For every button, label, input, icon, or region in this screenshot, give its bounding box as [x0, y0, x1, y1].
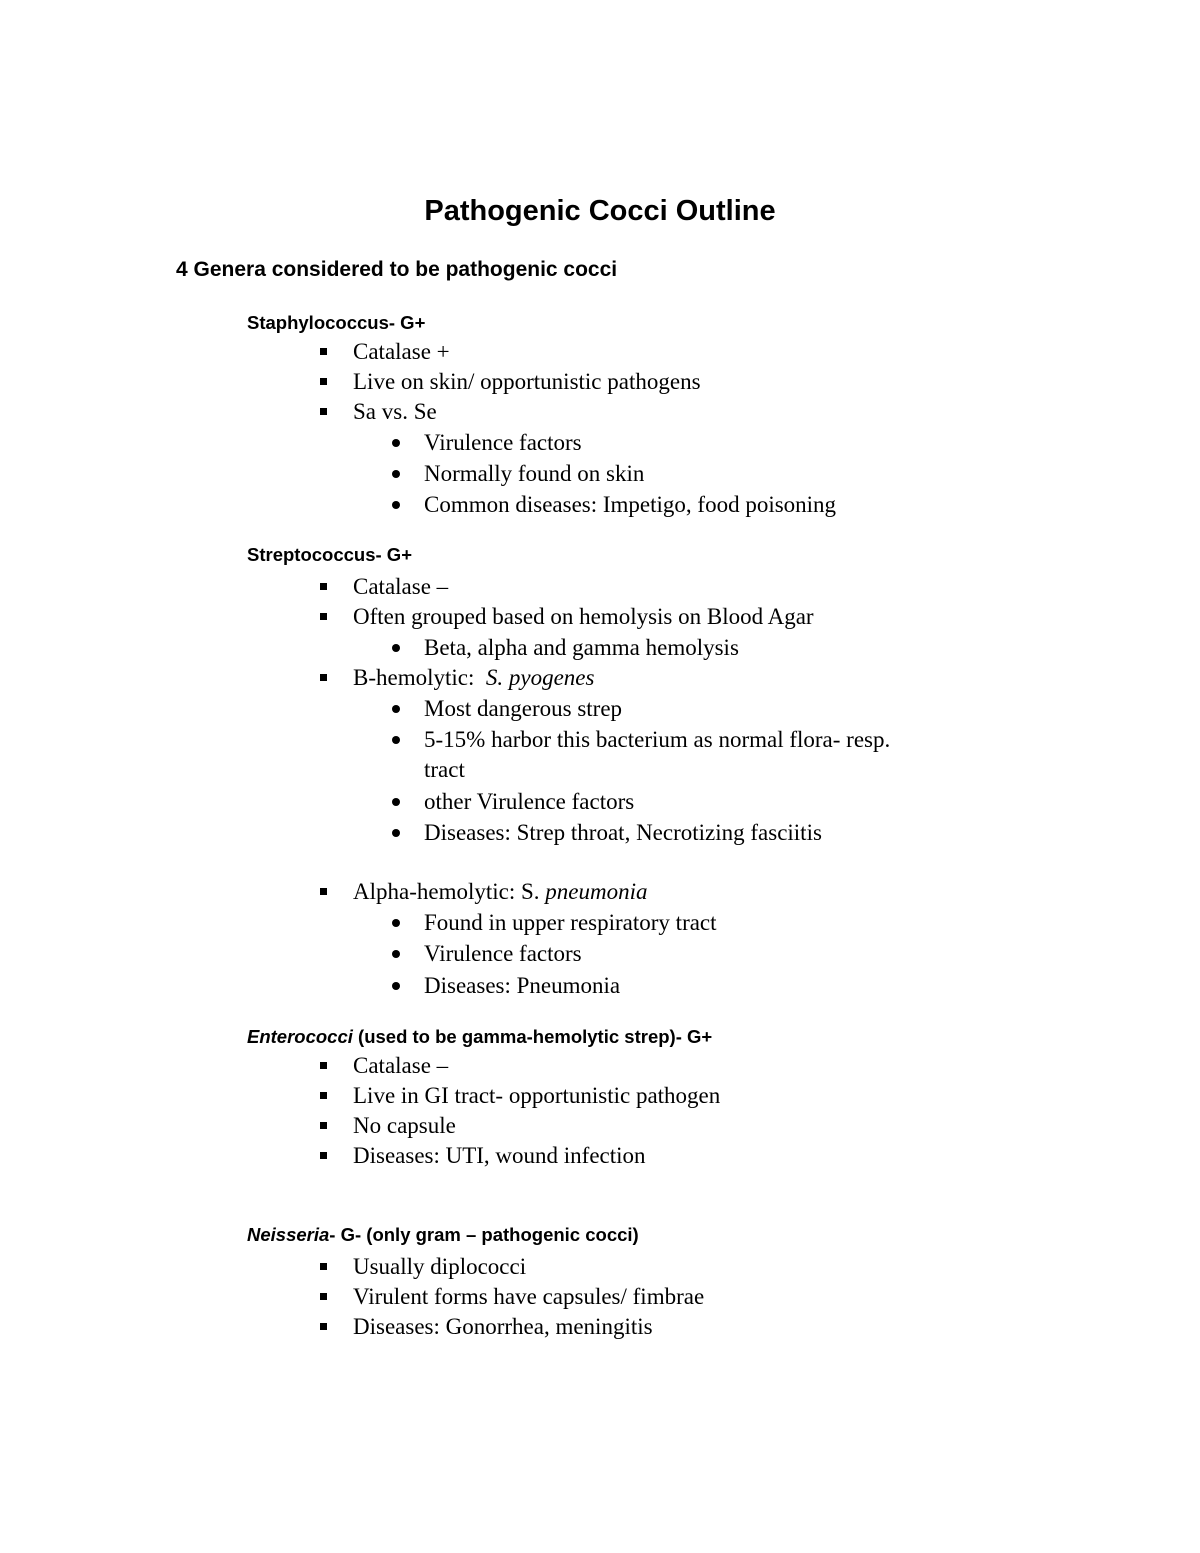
square-bullet-icon — [320, 1092, 327, 1099]
list-item: Often grouped based on hemolysis on Blood Agar — [353, 604, 814, 629]
square-bullet-icon — [320, 1293, 327, 1300]
square-bullet-icon — [320, 408, 327, 415]
list-item: Live on skin/ opportunistic pathogens — [353, 369, 701, 394]
round-bullet-icon — [392, 501, 400, 509]
square-bullet-icon — [320, 1323, 327, 1330]
list-item: Usually diplococci — [353, 1254, 527, 1279]
square-bullet-icon — [320, 1122, 327, 1129]
square-bullet-icon — [320, 1263, 327, 1270]
round-bullet-icon — [392, 644, 400, 652]
list-item: Diseases: Pneumonia — [424, 973, 621, 998]
list-item: Beta, alpha and gamma hemolysis — [424, 635, 739, 660]
list-item: Found in upper respiratory tract — [424, 910, 717, 935]
alpha-hemolytic-label: Alpha-hemolytic: S. — [353, 879, 540, 904]
round-bullet-icon — [392, 736, 400, 744]
list-item-alpha-hemolytic — [353, 877, 648, 907]
square-bullet-icon — [320, 1152, 327, 1159]
list-item: Catalase – — [353, 1053, 449, 1078]
square-bullet-icon — [320, 1062, 327, 1069]
streptococcus-heading: Streptococcus- G+ — [247, 544, 413, 565]
list-item: Virulence factors — [424, 430, 582, 455]
enterococci-heading — [247, 1024, 712, 1050]
round-bullet-icon — [392, 829, 400, 837]
list-item: No capsule — [353, 1113, 456, 1138]
list-item-beta-hemolytic — [353, 663, 594, 693]
square-bullet-icon — [320, 378, 327, 385]
page-title: Pathogenic Cocci Outline — [424, 195, 776, 227]
list-item: Catalase + — [353, 339, 450, 364]
square-bullet-icon — [320, 348, 327, 355]
round-bullet-icon — [392, 470, 400, 478]
square-bullet-icon — [320, 613, 327, 620]
list-item: Diseases: Gonorrhea, meningitis — [353, 1314, 653, 1339]
beta-hemolytic-label: B-hemolytic: — [353, 665, 475, 690]
round-bullet-icon — [392, 705, 400, 713]
list-item: 5-15% harbor this bacterium as normal flora- resp. — [424, 727, 891, 752]
species-name: pneumonia — [545, 879, 648, 904]
list-item: Most dangerous strep — [424, 696, 623, 721]
round-bullet-icon — [392, 798, 400, 806]
list-item: Normally found on skin — [424, 461, 645, 486]
round-bullet-icon — [392, 439, 400, 447]
list-item: Virulence factors — [424, 941, 582, 966]
list-item: Diseases: Strep throat, Necrotizing fasciitis — [424, 820, 822, 845]
list-item: Common diseases: Impetigo, food poisoning — [424, 492, 837, 517]
round-bullet-icon — [392, 982, 400, 990]
neisseria-heading — [247, 1222, 639, 1248]
list-item: Catalase – — [353, 574, 449, 599]
square-bullet-icon — [320, 674, 327, 681]
intro-heading: 4 Genera considered to be pathogenic cocci — [176, 258, 618, 281]
square-bullet-icon — [320, 888, 327, 895]
round-bullet-icon — [392, 919, 400, 927]
square-bullet-icon — [320, 583, 327, 590]
list-item: Diseases: UTI, wound infection — [353, 1143, 646, 1168]
staphylococcus-heading: Staphylococcus- G+ — [247, 312, 426, 333]
list-item: Virulent forms have capsules/ fimbrae — [353, 1284, 705, 1309]
list-item: Live in GI tract- opportunistic pathogen — [353, 1083, 721, 1108]
genus-name: Neisseria — [247, 1224, 330, 1245]
species-name: S. pyogenes — [485, 665, 595, 690]
round-bullet-icon — [392, 950, 400, 958]
heading-text: - G- (only gram – pathogenic cocci) — [329, 1224, 639, 1245]
heading-text: (used to be gamma-hemolytic strep)- G+ — [352, 1026, 713, 1047]
list-item: other Virulence factors — [424, 789, 635, 814]
genus-name: Enterococci — [247, 1026, 353, 1047]
list-item-continuation: tract — [424, 757, 465, 782]
list-item: Sa vs. Se — [353, 399, 437, 424]
